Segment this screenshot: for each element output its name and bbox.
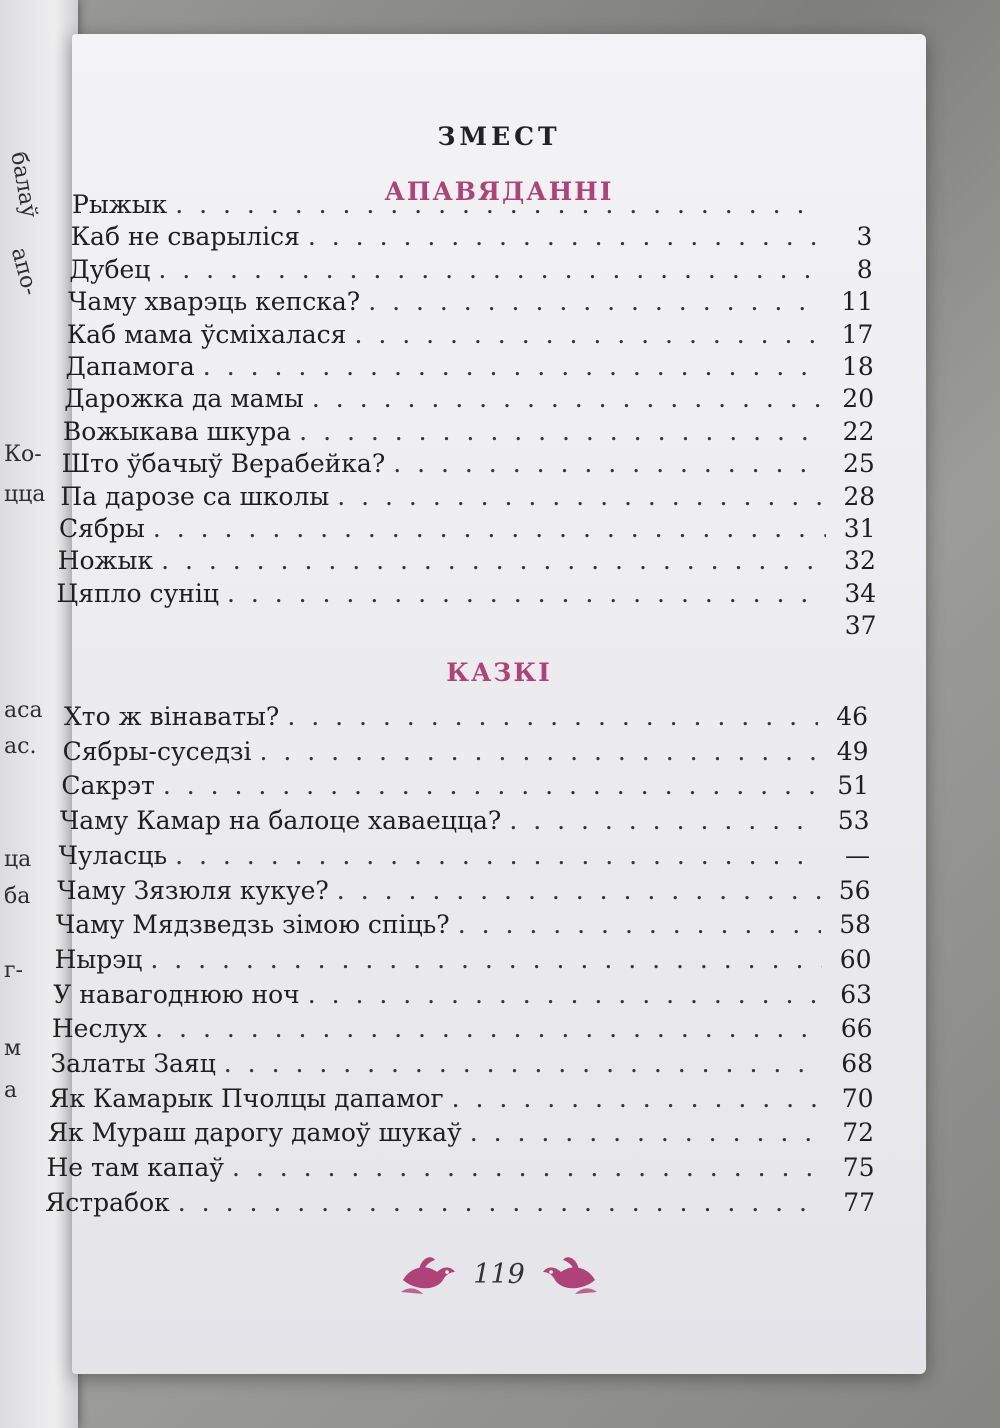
toc-entry xyxy=(59,841,870,870)
toc-entry-title: Чуласць xyxy=(58,840,168,870)
toc-entry xyxy=(51,1049,874,1078)
toc-leader-dots xyxy=(299,417,824,446)
toc-entry xyxy=(61,771,869,800)
left-fragment: ца xyxy=(4,847,32,872)
toc-entry xyxy=(45,1188,875,1217)
toc-entry-title: Дапамога xyxy=(65,352,195,381)
toc-leader-dots xyxy=(224,1049,823,1078)
toc-entry-page: 37 xyxy=(844,611,877,641)
toc-entry xyxy=(62,449,875,478)
table-of-contents xyxy=(45,34,926,1374)
toc-entry xyxy=(59,514,876,543)
toc-entry-title: Чаму Мядзведзь зімою спіць? xyxy=(55,910,450,940)
toc-entry-page: — xyxy=(845,840,870,870)
toc-entry-title: Цяпло суніц xyxy=(56,578,219,608)
toc-leader-dots xyxy=(232,1153,825,1182)
toc-entry-page: 58 xyxy=(839,910,871,940)
toc-entry-page: 32 xyxy=(844,546,876,576)
toc-leader-dots xyxy=(354,320,823,349)
toc-entry-title: Як Мураш дарогу дамоў шукаў xyxy=(47,1118,462,1148)
left-fragment: г- xyxy=(4,958,23,983)
toc-entry-page: 20 xyxy=(842,384,875,414)
toc-entry-page: 63 xyxy=(840,979,872,1009)
toc-entry-page: 18 xyxy=(841,352,874,381)
toc-entry xyxy=(67,320,874,349)
toc-entry-page: 51 xyxy=(837,771,869,801)
toc-entry-title: Сябры-суседзі xyxy=(62,736,252,766)
toc-page xyxy=(45,34,926,1374)
toc-entry xyxy=(52,1014,873,1043)
toc-leader-dots xyxy=(470,1118,824,1147)
toc-entry-page: 68 xyxy=(841,1049,873,1078)
page-footer xyxy=(72,1252,926,1296)
left-fragment: ас. xyxy=(4,734,37,759)
toc-entry-title: Чаму Зязюля кукуе? xyxy=(57,875,329,905)
toc-entry-page: 34 xyxy=(844,578,877,608)
toc-entry-page: 53 xyxy=(837,806,870,836)
toc-entry-title: Чаму Камар на балоце хаваецца? xyxy=(59,806,502,836)
toc-leader-dots xyxy=(175,841,820,870)
toc-entry xyxy=(58,546,876,575)
toc-entry-title: Сакрэт xyxy=(61,771,155,801)
toc-entry xyxy=(48,1118,874,1147)
toc-leader-dots xyxy=(203,352,824,381)
left-fragment: Ко- xyxy=(4,442,42,467)
toc-leader-dots xyxy=(337,876,821,905)
toc-entry xyxy=(68,287,873,316)
toc-entry-page: 77 xyxy=(843,1187,875,1217)
toc-entry xyxy=(56,579,876,608)
toc-entry xyxy=(56,910,871,939)
toc-leader-dots xyxy=(161,546,826,575)
toc-entry xyxy=(60,482,875,511)
bird-ornament-icon xyxy=(397,1252,459,1296)
toc-entry xyxy=(63,417,875,446)
toc-leader-dots xyxy=(163,771,819,800)
toc-entry-title: Рыжык xyxy=(72,190,168,219)
toc-entry xyxy=(57,876,870,905)
toc-entry xyxy=(66,352,874,381)
toc-leader-dots xyxy=(368,287,823,316)
toc-entry-title: Ножык xyxy=(57,546,154,576)
toc-entry-title: Каб не сварыліся xyxy=(70,222,300,252)
toc-entry-title: Дарожка да мамы xyxy=(64,384,304,414)
toc-entry-page: 22 xyxy=(842,416,875,446)
toc-entry-title: У навагоднюю ноч xyxy=(53,979,300,1009)
toc-entry-title: Вожыкава шкура xyxy=(62,416,292,446)
toc-entry-page: 46 xyxy=(836,702,868,731)
toc-leader-dots xyxy=(308,980,822,1009)
page-title: ЗМЕСТ xyxy=(437,122,561,151)
toc-entry xyxy=(64,702,868,731)
toc-leader-dots xyxy=(178,1188,825,1217)
toc-leader-dots xyxy=(158,255,822,284)
left-fragment: м xyxy=(4,1036,22,1061)
toc-entry xyxy=(60,806,870,835)
toc-entry xyxy=(69,255,872,284)
toc-leader-dots xyxy=(287,702,818,731)
left-fragment: балаў xyxy=(5,150,42,220)
toc-entry-title: Як Камарык Пчолцы дапамог xyxy=(49,1083,444,1113)
toc-leader-dots xyxy=(312,384,824,413)
toc-leader-dots xyxy=(260,737,819,766)
toc-entry-title: Залаты Заяц xyxy=(50,1049,216,1078)
section-heading-tales: КАЗКІ xyxy=(446,658,552,687)
toc-entry-title: Ястрабок xyxy=(45,1187,170,1217)
toc-entry xyxy=(46,1153,874,1182)
left-fragment: ба xyxy=(4,884,31,909)
toc-entry-page: 60 xyxy=(839,944,872,974)
left-fragment: апо- xyxy=(5,245,43,299)
toc-entry-page: 66 xyxy=(840,1014,873,1044)
toc-leader-dots xyxy=(509,806,819,835)
toc-entry-page: 11 xyxy=(841,287,874,317)
toc-entry-page: 3 xyxy=(856,222,873,252)
toc-entry-title: Хто ж вінаваты? xyxy=(64,702,280,731)
toc-entry-title: Каб мама ўсміхалася xyxy=(66,319,347,349)
toc-entry-title: Дубец xyxy=(69,254,151,284)
toc-entry-page: 56 xyxy=(838,875,871,905)
toc-entry-page: 49 xyxy=(836,736,869,766)
toc-entry xyxy=(55,945,872,974)
toc-entry-title: Чаму хварэць кепска? xyxy=(68,287,361,317)
toc-entry-page: 28 xyxy=(843,481,876,511)
toc-entry xyxy=(71,222,873,251)
left-fragment: а xyxy=(4,1078,18,1103)
toc-entry xyxy=(63,737,869,766)
toc-entry xyxy=(64,384,874,413)
toc-entry xyxy=(55,611,876,640)
toc-entry xyxy=(72,190,872,219)
toc-leader-dots xyxy=(337,482,825,511)
toc-entry-title: Па дарозе са школы xyxy=(60,481,330,511)
toc-leader-dots xyxy=(393,449,825,478)
toc-entry-page: 31 xyxy=(843,514,876,543)
toc-leader-dots xyxy=(452,1084,824,1113)
toc-entry-page: 70 xyxy=(841,1083,874,1113)
toc-entry-page: 75 xyxy=(842,1153,875,1183)
toc-entry-title: Неслух xyxy=(51,1014,148,1044)
toc-entry-page: 25 xyxy=(843,449,875,479)
toc-entry xyxy=(49,1084,873,1113)
toc-leader-dots xyxy=(155,1014,822,1043)
toc-entry-title: Сябры xyxy=(59,514,145,543)
toc-entry-title: Нырэц xyxy=(54,944,143,974)
page-number: 119 xyxy=(473,1258,525,1290)
toc-leader-dots xyxy=(175,190,822,219)
bird-ornament-icon xyxy=(539,1252,601,1296)
toc-entry xyxy=(53,980,872,1009)
toc-leader-dots xyxy=(153,514,826,543)
toc-entry-page: 17 xyxy=(841,319,874,349)
section-heading-stories: АПАВЯДАННІ xyxy=(384,177,614,206)
toc-entry-page: 72 xyxy=(842,1118,874,1148)
toc-leader-dots xyxy=(150,945,821,974)
toc-entry-title: Не там капаў xyxy=(46,1153,224,1183)
toc-entry-title: Што ўбачыў Верабейка? xyxy=(61,449,386,479)
left-fragment: аса xyxy=(4,698,43,723)
toc-leader-dots xyxy=(458,910,821,939)
toc-leader-dots xyxy=(308,222,822,251)
toc-leader-dots xyxy=(227,579,826,608)
left-fragment: цца xyxy=(4,482,46,507)
toc-entry-page: 8 xyxy=(856,254,873,284)
